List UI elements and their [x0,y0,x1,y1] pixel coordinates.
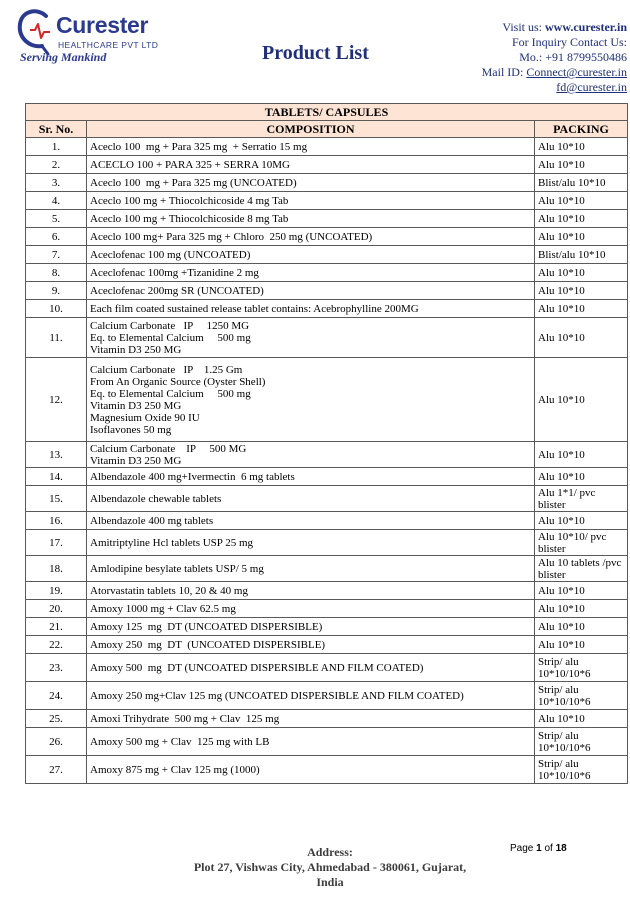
table-row [26,192,628,210]
sr-no-cell: 24. [26,682,87,710]
sr-no-cell: 22. [26,636,87,654]
packing-cell: Alu 10*10 [535,710,628,728]
mail-label: Mail ID: [481,65,524,79]
composition-line: Aceclofenac 100mg +Tizanidine 2 mg [90,266,259,279]
composition-line: Amoxy 125 mg DT (UNCOATED DISPERSIBLE) [90,620,323,633]
composition-line: Calcium Carbonate IP 1250 MG [90,319,250,332]
composition-line: Amlodipine besylate tablets USP/ 5 mg [90,562,264,575]
composition-line: Vitamin D3 250 MG [90,454,182,467]
table-row [26,282,628,300]
sr-no-cell: 15. [26,486,87,512]
table-row [26,654,628,682]
composition-line: Magnesium Oxide 90 IU [90,411,200,424]
sr-no-cell: 20. [26,600,87,618]
table-row [26,486,628,512]
composition-cell [87,156,535,174]
website-link[interactable]: www.curester.in [545,20,627,34]
table-row [26,756,628,784]
packing-cell: Alu 10*10 [535,442,628,468]
sr-no-cell: 13. [26,442,87,468]
table-row [26,600,628,618]
header-packing: PACKING [535,121,628,138]
page-number [510,843,567,854]
composition-line: Albendazole chewable tablets [90,492,222,505]
website-line [482,20,627,35]
packing-cell: Alu 10*10 [535,582,628,600]
composition-line: Albendazole 400 mg tablets [90,514,214,527]
brand-name: Curester [56,12,149,38]
sr-no-cell: 4. [26,192,87,210]
table-row [26,442,628,468]
packing-cell: Alu 10*10 [535,618,628,636]
composition-line: Calcium Carbonate IP 500 MG [90,442,247,455]
table-row [26,636,628,654]
packing-cell: Alu 1*1/ pvc blister [535,486,628,512]
packing-cell: Alu 10*10 [535,282,628,300]
inquiry-text: For Inquiry Contact Us: [512,35,627,49]
composition-cell [87,710,535,728]
sr-no-cell: 6. [26,228,87,246]
packing-cell: Strip/ alu 10*10/10*6 [535,682,628,710]
sr-no-cell: 2. [26,156,87,174]
composition-cell [87,264,535,282]
composition-line: Isoflavones 50 mg [90,423,172,436]
address-line-2: India [316,875,344,889]
composition-cell [87,228,535,246]
table-row [26,138,628,156]
composition-cell [87,582,535,600]
composition-line: Amitriptyline Hcl tablets USP 25 mg [90,536,254,549]
composition-line: Amoxy 250 mg DT (UNCOATED DISPERSIBLE) [90,638,326,651]
composition-cell [87,556,535,582]
packing-cell: Alu 10*10 [535,228,628,246]
packing-cell: Alu 10*10 [535,300,628,318]
composition-cell [87,246,535,264]
email-link-fd[interactable]: fd@curester.in [556,80,627,94]
composition-line: Aceclofenac 100 mg (UNCOATED) [90,248,251,261]
sr-no-cell: 1. [26,138,87,156]
section-title-row [26,104,628,121]
table-row [26,228,628,246]
sr-no-cell: 12. [26,358,87,442]
sr-no-cell: 25. [26,710,87,728]
packing-cell: Alu 10*10/ pvc blister [535,530,628,556]
composition-line: Aceclofenac 200mg SR (UNCOATED) [90,284,264,297]
sr-no-cell: 18. [26,556,87,582]
packing-cell: Alu 10*10 [535,210,628,228]
mobile-number: Mo.: +91 8799550486 [519,50,627,64]
composition-line: Amoxi Trihydrate 500 mg + Clav 125 mg [90,712,280,725]
table-row [26,264,628,282]
packing-cell: Alu 10*10 [535,318,628,358]
page-of: of [544,843,553,854]
header-composition: COMPOSITION [87,121,535,138]
composition-line: Amoxy 250 mg+Clav 125 mg (UNCOATED DISPERSIBLE AND FILM COATED) [90,689,464,702]
composition-cell [87,618,535,636]
composition-cell [87,486,535,512]
email-link-connect[interactable]: Connect@curester.in [526,65,627,79]
table-row [26,512,628,530]
sr-no-cell: 8. [26,264,87,282]
packing-cell: Strip/ alu 10*10/10*6 [535,654,628,682]
table-row [26,530,628,556]
packing-cell: Strip/ alu 10*10/10*6 [535,756,628,784]
composition-cell [87,728,535,756]
contact-block [482,20,627,95]
sr-no-cell: 23. [26,654,87,682]
composition-line: Calcium Carbonate IP 1.25 Gm [90,363,243,376]
section-title: TABLETS/ CAPSULES [26,104,628,121]
table-row [26,556,628,582]
composition-cell [87,138,535,156]
packing-cell: Blist/alu 10*10 [535,246,628,264]
composition-line: Eq. to Elemental Calcium 500 mg [90,331,251,344]
table-row [26,318,628,358]
composition-cell [87,210,535,228]
sr-no-cell: 10. [26,300,87,318]
composition-line: Aceclo 100 mg+ Para 325 mg + Chloro 250 mg (UNCOATED) [90,230,373,243]
table-row [26,582,628,600]
composition-line: Amoxy 500 mg + Clav 125 mg with LB [90,735,270,748]
composition-line: Aceclo 100 mg + Para 325 mg + Serratio 15 mg [90,140,308,153]
composition-cell [87,282,535,300]
table-row [26,682,628,710]
composition-cell [87,682,535,710]
composition-line: Aceclo 100 mg + Thiocolchicoside 4 mg Tab [90,194,289,207]
sr-no-cell: 27. [26,756,87,784]
sr-no-cell: 9. [26,282,87,300]
brand-subtitle: HEALTHCARE PVT LTD [58,40,159,50]
product-table [25,103,628,784]
packing-cell: Strip/ alu 10*10/10*6 [535,728,628,756]
composition-cell [87,600,535,618]
composition-line: From An Organic Source (Oyster Shell) [90,375,266,388]
composition-line: Eq. to Elemental Calcium 500 mg [90,387,251,400]
table-row [26,300,628,318]
composition-cell [87,192,535,210]
composition-cell [87,512,535,530]
table-row [26,710,628,728]
composition-cell [87,636,535,654]
composition-cell [87,174,535,192]
sr-no-cell: 26. [26,728,87,756]
table-row [26,358,628,442]
sr-no-cell: 3. [26,174,87,192]
composition-line: ACECLO 100 + PARA 325 + SERRA 10MG [90,158,290,171]
sr-no-cell: 7. [26,246,87,264]
composition-line: Atorvastatin tablets 10, 20 & 40 mg [90,584,248,597]
composition-cell [87,468,535,486]
sr-no-cell: 17. [26,530,87,556]
packing-cell: Alu 10*10 [535,358,628,442]
packing-cell: Alu 10*10 [535,156,628,174]
sr-no-cell: 19. [26,582,87,600]
composition-line: Vitamin D3 250 MG [90,343,182,356]
footer-address [160,845,500,890]
table-row [26,618,628,636]
packing-cell: Blist/alu 10*10 [535,174,628,192]
composition-cell [87,358,535,442]
composition-cell [87,654,535,682]
composition-cell [87,300,535,318]
composition-line: Vitamin D3 250 MG [90,399,182,412]
brand-tagline: Serving Mankind [20,50,107,64]
composition-line: Amoxy 875 mg + Clav 125 mg (1000) [90,763,260,776]
product-rows [26,138,628,784]
sr-no-cell: 14. [26,468,87,486]
packing-cell: Alu 10*10 [535,468,628,486]
sr-no-cell: 16. [26,512,87,530]
composition-line: Each film coated sustained release tablet contains: Acebrophylline 200MG [90,302,419,315]
sr-no-cell: 21. [26,618,87,636]
composition-line: Amoxy 1000 mg + Clav 62.5 mg [90,602,236,615]
table-row [26,156,628,174]
table-row [26,728,628,756]
composition-cell [87,318,535,358]
packing-cell: Alu 10*10 [535,138,628,156]
composition-line: Amoxy 500 mg DT (UNCOATED DISPERSIBLE AND FILM COATED) [90,661,424,674]
address-label: Address: [307,845,353,859]
sr-no-cell: 11. [26,318,87,358]
composition-cell [87,442,535,468]
address-line-1: Plot 27, Vishwas City, Ahmedabad - 380061, Gujarat, [193,860,467,874]
table-header-row [26,121,628,138]
visit-label: Visit us: [502,20,542,34]
sr-no-cell: 5. [26,210,87,228]
page-word: Page [510,843,534,854]
packing-cell: Alu 10*10 [535,192,628,210]
table-row [26,210,628,228]
packing-cell: Alu 10*10 [535,512,628,530]
page-title: Product List [262,42,369,64]
packing-cell: Alu 10*10 [535,636,628,654]
page-current: 1 [536,843,542,854]
composition-cell [87,530,535,556]
composition-line: Albendazole 400 mg+Ivermectin 6 mg tablets [90,470,295,483]
header-sr-no: Sr. No. [26,121,87,138]
composition-cell [87,756,535,784]
table-row [26,246,628,264]
packing-cell: Alu 10 tablets /pvc blister [535,556,628,582]
packing-cell: Alu 10*10 [535,600,628,618]
composition-line: Aceclo 100 mg + Thiocolchicoside 8 mg Tab [90,212,289,225]
table-row [26,174,628,192]
page-total: 18 [555,843,567,854]
mail-line [482,65,627,80]
table-row [26,468,628,486]
packing-cell: Alu 10*10 [535,264,628,282]
composition-line: Aceclo 100 mg + Para 325 mg (UNCOATED) [90,176,297,189]
